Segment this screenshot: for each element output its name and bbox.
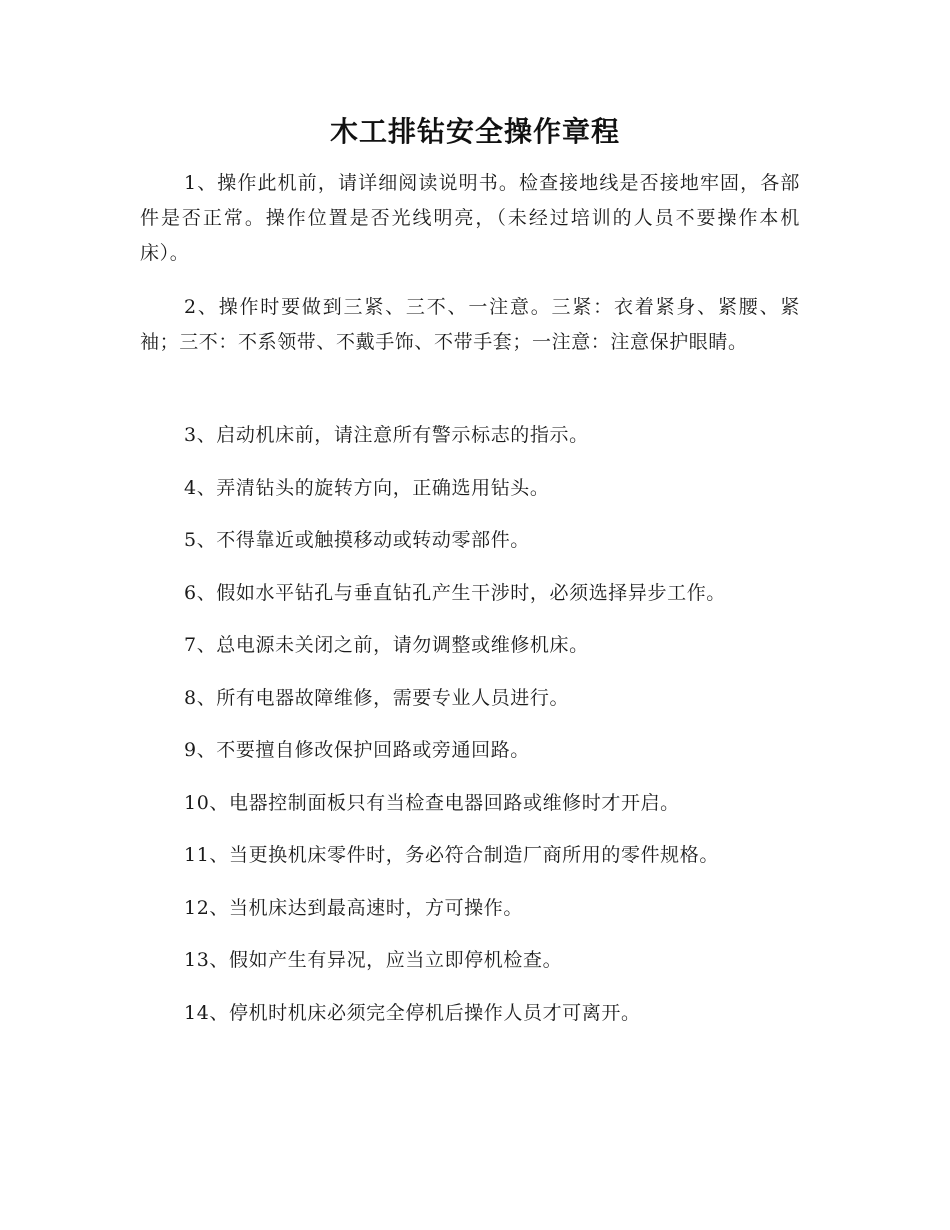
- paragraph-13: 13、假如产生有异况，应当立即停机检查。: [184, 949, 563, 971]
- paragraph-10: 10、电器控制面板只有当检查电器回路或维修时才开启。: [184, 792, 680, 814]
- paragraph-5: 5、不得靠近或触摸移动或转动零部件。: [184, 529, 530, 551]
- paragraph-4: 4、弄清钻头的旋转方向，正确选用钻头。: [184, 477, 550, 499]
- paragraph-2: 2、操作时要做到三紧、三不、一注意。三紧：衣着紧身、紧腰、紧袖；三不：不系领带、不戴手饰、不带手套；一注意：注意保护眼睛。: [140, 296, 800, 353]
- paragraph-14: 14、停机时机床必须完全停机后操作人员才可离开。: [184, 1002, 641, 1024]
- paragraph-6: 6、假如水平钻孔与垂直钻孔产生干涉时，必须选择异步工作。: [184, 582, 726, 604]
- paragraph-3: 3、启动机床前，请注意所有警示标志的指示。: [184, 424, 589, 446]
- paragraph-8: 8、所有电器故障维修，需要专业人员进行。: [184, 687, 570, 709]
- document-title: 木工排钻安全操作章程: [329, 115, 620, 148]
- paragraph-12: 12、当机床达到最高速时，方可操作。: [184, 897, 523, 919]
- paragraph-1: 1、操作此机前，请详细阅读说明书。检查接地线是否接地牢固，各部件是否正常。操作位置是否光线明亮，（未经过培训的人员不要操作本机床）。: [140, 172, 800, 264]
- paragraph-7: 7、总电源未关闭之前，请勿调整或维修机床。: [184, 634, 589, 656]
- paragraph-11: 11、当更换机床零件时，务必符合制造厂商所用的零件规格。: [184, 844, 719, 866]
- paragraph-9: 9、不要擅自修改保护回路或旁通回路。: [184, 739, 530, 761]
